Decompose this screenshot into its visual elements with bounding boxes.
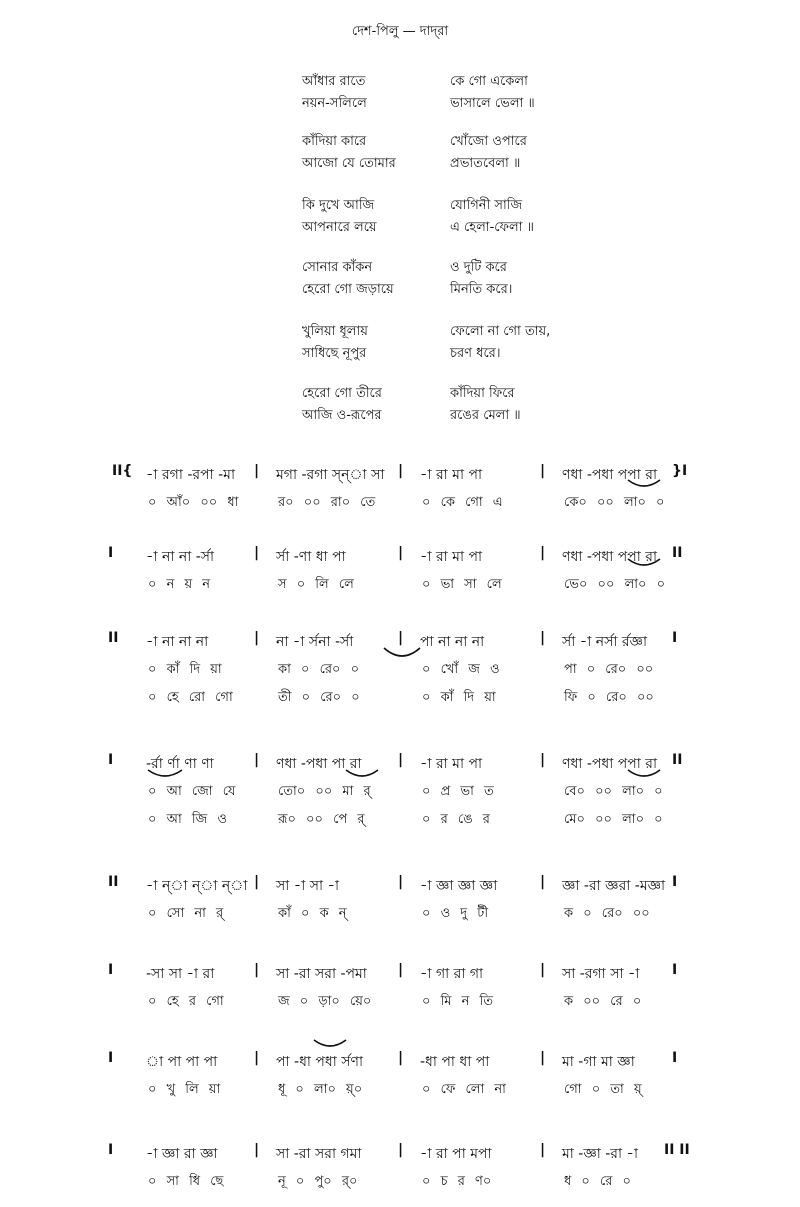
- note-group: -া না না -র্সা: [146, 549, 215, 565]
- lyric-line-right: ও দুটি করে: [450, 260, 507, 275]
- note-group: া পা পা পা: [146, 1054, 218, 1070]
- barline: |: [254, 545, 260, 561]
- syllable-group: বে০ ০০ লা০ ০: [564, 784, 663, 799]
- barline: |: [254, 630, 260, 646]
- syllable-group: ০ ভা সা লে: [422, 577, 502, 592]
- note-group: -সা সা -া রা: [146, 966, 215, 982]
- syllable-group: তো০ ০০ মা র্‌: [278, 784, 371, 799]
- syllable-group: ধূ ০ লা০ য়্‌০: [278, 1082, 363, 1097]
- note-group: -া রা মা পা: [420, 756, 483, 772]
- barline: |: [254, 962, 260, 978]
- note-group: -া ন্‌া ন্‌া ন্‌া: [146, 878, 248, 894]
- lyric-line-right: যোগিনী সাজি: [450, 198, 523, 213]
- syllable-group: জ ০ ড়া০ য়ে০: [278, 994, 372, 1009]
- syllable-group: ০ সো না র্‌: [148, 906, 224, 921]
- lyric-line-right: এ হেলা-ফেলা ॥: [450, 220, 534, 235]
- note-group: -া জ্ঞা রা জ্ঞা: [146, 1146, 218, 1162]
- syllable-group: কে০ ০০ লা০ ০: [564, 495, 665, 510]
- syllable-group: ০ আঁ০ ০০ ধা: [148, 495, 239, 510]
- barline: |: [540, 962, 546, 978]
- lyric-line-left: আজো যে তোমার: [302, 156, 396, 171]
- note-group: -া গা রা গা: [420, 966, 484, 982]
- lyric-line-right: ফেলো না গো তায়,: [450, 324, 551, 339]
- syllable-group: ০ খু লি য়া: [148, 1082, 221, 1097]
- barline: |: [540, 752, 546, 768]
- note-group: মা -গা মা জ্ঞা: [562, 1054, 635, 1070]
- barline: |: [254, 752, 260, 768]
- syllable-group: ০ মি ন তি: [422, 994, 494, 1009]
- syllable-group: মে০ ০০ লা০ ০: [564, 812, 663, 827]
- song-title: দেশ-পিলু — দাদ্‌রা: [351, 24, 449, 39]
- syllable-group: রূ০ ০০ পে র্‌: [278, 812, 365, 827]
- lyric-line-right: কাঁদিয়া ফিরে: [450, 386, 515, 401]
- syllable-group: ০ র ঙে র: [422, 812, 490, 827]
- syllable-group: ০ হে র গো: [148, 994, 224, 1009]
- syllable-group: ক ০ রে০ ০০: [564, 906, 650, 921]
- close-barline: II: [672, 545, 683, 561]
- barline: |: [398, 1142, 404, 1158]
- syllable-group: ০ খোঁ জ ও: [422, 662, 500, 677]
- syllable-group: ক ০০ রে ০: [564, 994, 642, 1009]
- note-group: -া জ্ঞা জ্ঞা জ্ঞা: [420, 878, 498, 894]
- note-group: ণধা -পধা পা রা: [276, 756, 362, 772]
- note-group: -ধা পা ধা পা: [420, 1054, 490, 1070]
- lyric-line-left: খুলিয়া ধূলায়: [302, 324, 368, 339]
- note-group: -র্রা র্ণা ণা ণা: [146, 756, 214, 772]
- syllable-group: তী ০ রে০ ০: [278, 690, 360, 705]
- open-barline: I: [108, 545, 114, 561]
- close-barline: II II: [664, 1142, 690, 1158]
- note-group: -া রা মা পা: [420, 549, 483, 565]
- syllable-group: র০ ০০ রা০ তে: [278, 495, 376, 510]
- close-barline: I: [672, 874, 678, 890]
- close-barline: I: [672, 630, 678, 646]
- lyric-line-right: ভাসালে ভেলা ॥: [450, 96, 535, 111]
- note-group: ণধা -পধা পপা রা: [562, 549, 658, 565]
- syllable-group: ফি ০ রে০ ০০: [564, 690, 654, 705]
- syllable-group: ০ কাঁ দি য়া: [148, 662, 222, 677]
- close-barline: }I: [672, 463, 688, 479]
- lyric-line-left: কি দুখে আজি: [302, 198, 375, 213]
- lyric-line-left: সোনার কাঁকন: [302, 260, 373, 275]
- note-group: সা -রা সরা -পমা: [276, 966, 367, 982]
- close-barline: I: [672, 962, 678, 978]
- slur-arc: [314, 1040, 346, 1046]
- barline: |: [540, 874, 546, 890]
- lyric-line-left: নয়ন-সলিলে: [302, 96, 367, 111]
- note-group: পা -ধা পধা র্সণা: [276, 1054, 364, 1070]
- syllable-group: ০ ফে লো না: [422, 1082, 506, 1097]
- open-barline: I: [108, 1050, 114, 1066]
- lyric-line-right: মিনতি করে।: [450, 282, 513, 297]
- syllable-group: ০ আ জো যে: [148, 784, 236, 799]
- lyric-line-left: আপনারে লয়ে: [302, 220, 377, 235]
- syllable-group: ০ চ র ণ০: [422, 1174, 492, 1189]
- lyric-line-right: প্রভাতবেলা ॥: [450, 156, 521, 171]
- lyric-line-left: কাঁদিয়া কারে: [302, 134, 367, 149]
- note-group: র্সা -ণা ধা পা: [276, 549, 346, 565]
- lyric-line-left: আজি ও-রূপের: [302, 408, 382, 423]
- note-group: সা -া সা -া: [276, 878, 340, 894]
- syllable-group: পা ০ রে০ ০০: [564, 662, 654, 677]
- note-group: -া রা মা পা: [420, 467, 483, 483]
- syllable-group: ০ সা ধি ছে: [148, 1174, 224, 1189]
- barline: |: [540, 1050, 546, 1066]
- note-group: মা -জ্ঞা -রা -া: [562, 1146, 639, 1162]
- lyric-line-left: সাধিছে নূপুর: [302, 346, 367, 361]
- slur-arc: [384, 648, 420, 656]
- barline: |: [398, 463, 404, 479]
- syllable-group: ০ ন য় ন: [148, 577, 211, 592]
- barline: |: [254, 1142, 260, 1158]
- barline: |: [540, 1142, 546, 1158]
- open-barline: II: [108, 630, 119, 646]
- syllable-group: ০ ও দু টী: [422, 906, 489, 921]
- lyric-line-right: চরণ ধরে।: [450, 346, 501, 361]
- open-barline: I: [108, 962, 114, 978]
- syllable-group: ০ প্র ভা ত: [422, 784, 494, 799]
- syllable-group: ধ ০ রে ০: [564, 1174, 632, 1189]
- note-group: জ্ঞা -রা জ্ঞরা -মজ্ঞা: [562, 878, 666, 894]
- open-barline: I: [108, 752, 114, 768]
- barline: |: [540, 545, 546, 561]
- barline: |: [540, 630, 546, 646]
- note-group: সা -রগা সা -া: [562, 966, 640, 982]
- barline: |: [398, 545, 404, 561]
- note-group: সা -রা সরা গমা: [276, 1146, 362, 1162]
- syllable-group: ০ হে রো গো: [148, 690, 233, 705]
- barline: |: [398, 962, 404, 978]
- note-group: না -া র্সনা -র্সা: [276, 634, 354, 650]
- lyric-line-right: রঙের মেলা ॥: [450, 408, 521, 423]
- barline: |: [254, 1050, 260, 1066]
- barline: |: [398, 752, 404, 768]
- note-group: -া রগা -রপা -মা: [146, 467, 236, 483]
- barline: |: [254, 463, 260, 479]
- note-group: ণধা -পধা পপা রা: [562, 756, 658, 772]
- barline: |: [398, 630, 404, 646]
- barline: |: [398, 874, 404, 890]
- syllable-group: স ০ লি লে: [278, 577, 354, 592]
- note-group: -া রা পা মপা: [420, 1146, 492, 1162]
- syllable-group: কাঁ ০ ক ন্‌: [278, 906, 347, 921]
- note-group: র্সা -া নর্সা র্রজ্ঞা: [562, 634, 648, 650]
- note-group: ণধা -পধা পপা রা: [562, 467, 658, 483]
- open-barline: II{: [112, 463, 133, 479]
- close-barline: II: [672, 752, 683, 768]
- lyric-line-right: খোঁজো ওপারে: [450, 134, 527, 149]
- note-group: -া না না না: [146, 634, 209, 650]
- lyric-line-left: হেরো গো তীরে: [302, 386, 382, 401]
- open-barline: II: [108, 874, 119, 890]
- barline: |: [254, 874, 260, 890]
- note-group: মগা -রগা স্‌ন্‌া সা: [276, 467, 385, 483]
- syllable-group: কা ০ রে০ ০: [278, 662, 360, 677]
- note-group: পা না না না: [420, 634, 485, 650]
- barline: |: [540, 463, 546, 479]
- barline: |: [398, 1050, 404, 1066]
- close-barline: I: [672, 1050, 678, 1066]
- syllable-group: ভে০ ০০ লা০ ০: [564, 577, 666, 592]
- lyric-line-left: হেরো গো জড়ায়ে: [302, 282, 394, 297]
- syllable-group: ০ আ জি ও: [148, 812, 227, 827]
- syllable-group: ০ কাঁ দি য়া: [422, 690, 496, 705]
- open-barline: I: [108, 1142, 114, 1158]
- syllable-group: ০ কে গো এ: [422, 495, 503, 510]
- lyric-line-right: কে গো একেলা: [450, 74, 528, 89]
- syllable-group: নূ ০ পু০ র্‌০: [278, 1174, 358, 1189]
- lyric-line-left: আঁধার রাতে: [302, 74, 366, 89]
- syllable-group: গো ০ তা য়্‌: [564, 1082, 642, 1097]
